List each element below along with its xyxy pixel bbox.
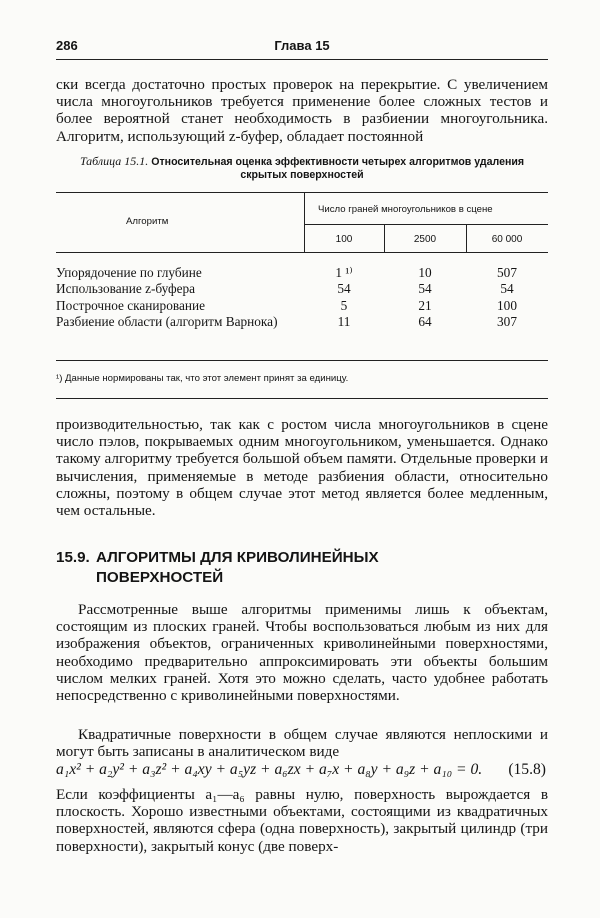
section-heading — [56, 548, 548, 588]
section-number: 15.9. — [56, 549, 90, 566]
equation-15-8 — [56, 761, 548, 783]
row-name: Разбиение области (алгоритм Варнока) — [56, 314, 278, 330]
equation-number: (15.8) — [508, 761, 546, 778]
table-bottom-rule — [56, 360, 548, 361]
comparison-table — [56, 192, 548, 408]
cell-60000: 54 — [500, 281, 514, 297]
col-count-100: 100 — [335, 234, 353, 245]
table-caption-text: Относительная оценка эффективности четырех алгоритмов удаления скрытых поверхностей — [151, 156, 525, 181]
cell-100: 1 ¹⁾ — [335, 265, 353, 280]
cell-60000: 100 — [497, 297, 517, 313]
table-caption-label: Таблица 15.1. — [79, 154, 149, 168]
table-row — [56, 298, 548, 314]
table-header-rule — [56, 252, 548, 253]
section-title-line1: АЛГОРИТМЫ ДЛЯ КРИВОЛИНЕЙНЫХ — [96, 549, 379, 566]
section-title-line2: ПОВЕРХНОСТЕЙ — [96, 569, 224, 586]
running-header — [56, 38, 548, 58]
cell-2500: 21 — [418, 297, 432, 313]
page-number: 286 — [56, 38, 78, 53]
table-caption — [56, 155, 548, 182]
cell-60000: 507 — [497, 265, 517, 280]
cell-2500: 64 — [418, 314, 432, 330]
cell-2500: 10 — [418, 265, 432, 280]
col-count-60000: 60 000 — [491, 234, 523, 245]
table-row — [56, 314, 548, 330]
row-name: Использование z-буфера — [56, 281, 196, 297]
row-name: Упорядочение по глубине — [56, 265, 202, 280]
footnote-rule — [56, 398, 548, 399]
table-row — [56, 265, 548, 281]
paragraph-section-2: Квадратичные поверхности в общем случае являются неплоскими и могут быть записаны в аналитическом виде — [56, 726, 548, 761]
paragraph-section-1: Рассмотренные выше алгоритмы применимы лишь к объектам, состоящим из плоских граней. Чтобы воспользоваться любым из них для изображения объектов, ограниченных криволинейными поверхностями, необходимо предварительно аппроксимировать эти объекты большим числом мелких граней. Хотя это можно сделать, часто удобнее работать непосредственно с криволинейными поверхностями. — [56, 601, 548, 705]
col-count-2500: 2500 — [413, 234, 437, 245]
row-name: Построчное сканирование — [56, 297, 205, 313]
paragraph-after-table: производительностью, так как с ростом числа многоугольников в сцене число пэлов, покрываемых одним многоугольником, уменьшается. Однако такому алгоритму требуется большой объем памяти. Отдельные проверки и вычисления, применяемые в методе разбиения области, относительно сложны, поэтому в общем случае этот метод является более медленным, чем остальные. — [56, 416, 548, 520]
cell-2500: 54 — [418, 281, 432, 297]
col-group-header: Число граней многоугольников в сцене — [318, 204, 493, 215]
table-footnote: ¹) Данные нормированы так, что этот элемент принят за единицу. — [56, 373, 349, 384]
equation-formula: a₁x² + a₂y² + a₃z² + a₄xy + a₅yz + a₆zx + a₇x + a₈y + a₉z + a₁₀ = 0. — [56, 761, 483, 778]
table-top-rule — [56, 192, 548, 193]
paragraph-top: ски всегда достаточно простых проверок на перекрытие. С увеличением числа многоугольников требуется применение более сложных тестов и более вероятной станет необходимость в разбиении многоугольника. Алгоритм, использующий z-буфер, обладает постоянной — [56, 76, 548, 145]
cell-100: 54 — [337, 281, 351, 297]
col-algorithm-header: Алгоритм — [126, 216, 169, 227]
header-rule — [56, 59, 548, 60]
chapter-title: Глава 15 — [274, 38, 330, 53]
table-body — [56, 265, 548, 331]
cell-100: 11 — [337, 314, 351, 330]
paragraph-section-3: Если коэффициенты a₁—a₆ равны нулю, поверхность вырождается в плоскость. Хорошо известными объектами, состоящими из квадратичных поверхностей, являются сфера (одна поверхность), закрытый цилиндр (три поверхности), закрытый конус (две поверх- — [56, 786, 548, 855]
cell-60000: 307 — [497, 314, 517, 330]
cell-100: 5 — [340, 297, 348, 313]
table-group-rule — [304, 224, 548, 225]
table-row — [56, 281, 548, 297]
book-page — [56, 38, 548, 855]
